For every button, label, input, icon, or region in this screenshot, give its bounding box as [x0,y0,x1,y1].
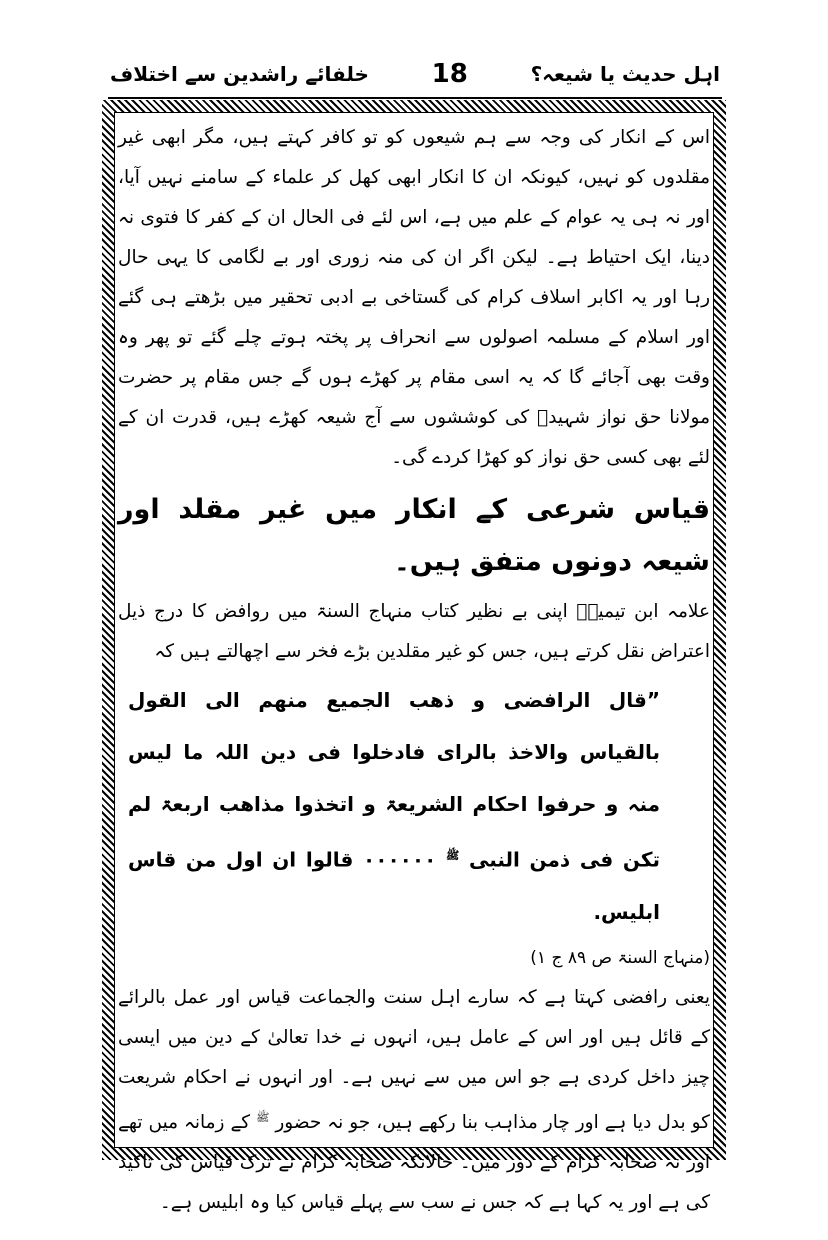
reference-citation: (منہاج السنۃ ص ۸۹ ج ۱) [530,947,710,968]
page-header [110,52,720,96]
paragraph-3-text: یعنی رافضی کہتا ہے کہ سارے اہل سنت والجماعت قیاس اور عمل بالرائے کے قائل ہیں اور اس کے عامل ہیں، انہوں نے خدا تعالیٰ کے دین میں ایسی چیز داخل کردی ہے جو اس میں سے نہیں ہے۔ اور انہوں نے احکام شریعت کو بدل دیا ہے اور چار مذاہب بنا رکھے ہیں، جو نہ حضور [118,986,710,1133]
page-content [118,118,710,1223]
salutation-mark: ﷺ [445,849,460,862]
chapter-title: خلفائے راشدین سے اختلاف [110,62,369,86]
paragraph-2: علامہ ابن تیمیہؒ اپنی بے نظیر کتاب منہاج السنۃ میں روافض کا درج ذیل اعتراض نقل کرتے ہیں، جس کو غیر مقلدین بڑے فخر سے اچھالتے ہیں کہ [118,601,710,662]
page-number: 18 [431,59,468,89]
arabic-quote-end: ۰۰۰۰۰۰ قالوا ان اول من قاس ابلیس. [128,847,660,924]
arabic-quote-text: ”قال الرافضی و ذھب الجمیع منھم الی القول بالقیاس والاخذ بالرای فادخلوا فی دین اللہ ما لیس منہ و حرفوا احکام الشریعۃ و اتخذوا مذاھب اربعۃ لم تکن فی ذمن النبی [128,688,661,872]
book-title: اہل حدیث یا شیعہ؟ [530,62,720,86]
header-rule [108,97,722,99]
arabic-quote [128,674,660,938]
paragraph-1: اس کے انکار کی وجہ سے ہم شیعوں کو تو کافر کہتے ہیں، مگر ابھی غیر مقلدوں کو نہیں، کیونکہ ان کا انکار ابھی کھل کر علماء کے سامنے نہیں آیا، اور نہ ہی یہ عوام کے علم میں ہے، اس لئے فی الحال ان کے کفر کا فتوی نہ دینا، ایک احتیاط ہے۔ لیکن اگر ان کی منہ زوری اور بے لگامی کا یہی حال رہا اور یہ اکابر اسلاف کرام کی گستاخی بے ادبی تحقیر میں بڑھتے ہی گئے اور اسلام کے مسلمہ اصولوں سے انحراف پر پختہ ہوتے چلے گئے تو پھر وہ وقت بھی آجائے گا کہ یہ اسی مقام پر کھڑے ہوں گے جس مقام پر حضرت مولانا حق نواز شہیدؒ کی کوششوں سے آج شیعہ کھڑے ہیں، قدرت ان کے لئے بھی کسی حق نواز کو کھڑا کردے گی۔ [118,127,710,468]
paragraph-3-end: کے زمانہ میں تھے اور نہ صحابہ کرام کے دور میں۔ حالانکہ صحابہ کرام نے ترک قیاس کی تاکید کی ہے اور یہ کہا ہے کہ جس نے سب سے پہلے قیاس کیا وہ ابلیس ہے۔ [118,1111,710,1213]
salutation-mark-2: ﷺ [256,1110,270,1124]
section-heading: قیاس شرعی کے انکار میں غیر مقلد اور شیعہ دونوں متفق ہیں۔ [118,494,710,577]
paragraph-3 [118,978,710,1223]
